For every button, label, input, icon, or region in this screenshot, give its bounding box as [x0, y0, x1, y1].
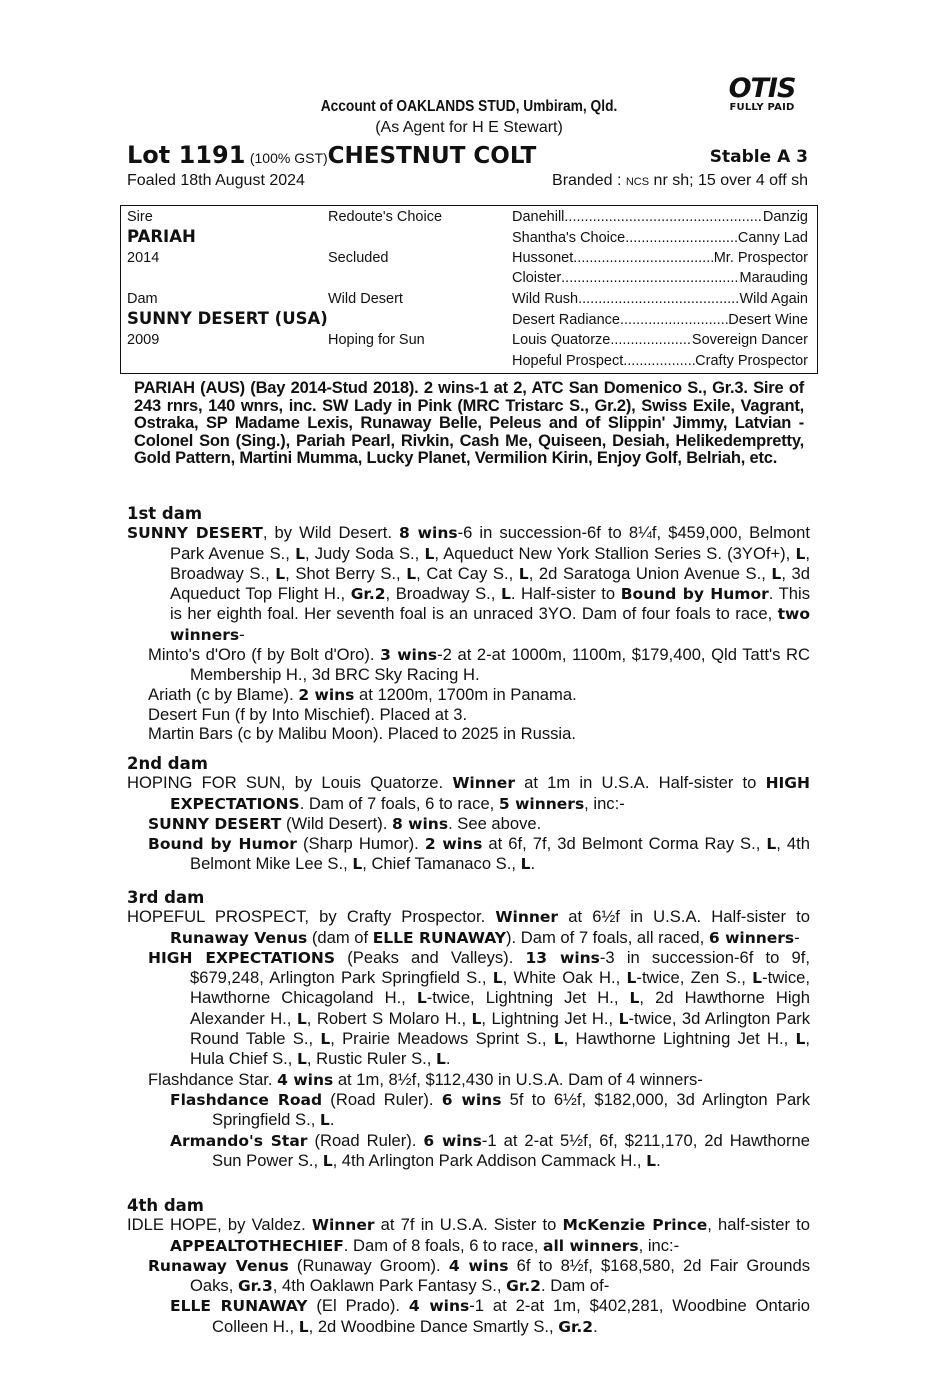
sire-year: 2014 — [127, 250, 160, 266]
text: at 1m, 8½f, $112,430 in U.S.A. Dam of 4 winners- — [333, 1069, 703, 1089]
bold-text: 6 winners — [708, 928, 795, 947]
text: , Prairie Meadows Sprint S., — [330, 1029, 554, 1049]
text: , by Wild Desert. — [262, 523, 400, 543]
bold-text: 2 wins — [424, 835, 483, 854]
bold-text: McKenzie Prince — [562, 1216, 708, 1235]
bold-text: Bound by Humor — [148, 835, 297, 854]
bold-text: 6 wins — [441, 1090, 502, 1109]
sire-name: PARIAH — [127, 227, 196, 246]
text: , White Oak H., — [502, 968, 627, 988]
foaled-date: Foaled 18th August 2024 — [127, 172, 305, 189]
bold-text: 4 wins — [277, 1070, 334, 1089]
bold-text: L — [500, 585, 511, 604]
first-dam-section — [127, 504, 810, 744]
text: at 7f in U.S.A. Sister to — [374, 1215, 563, 1235]
bold-text: L — [296, 1050, 307, 1069]
bold-text: APPEALTOTHECHIEF — [170, 1236, 344, 1255]
bold-text: L — [319, 1111, 330, 1130]
text: , 4th Arlington Park Addison Cammack H., — [332, 1150, 647, 1170]
branded-prefix: Branded : — [552, 172, 626, 189]
text: , Aqueduct New York Stallion Series S. (3YOf+), — [434, 543, 796, 563]
bold-text: Flashdance Road — [170, 1090, 323, 1109]
text: , Lightning Jet H., — [481, 1008, 619, 1028]
text: , Chief Tamanaco S., — [362, 854, 521, 874]
leader-dots — [561, 268, 739, 289]
text: (Wild Desert). — [281, 813, 392, 833]
bold-text: Winner — [495, 908, 559, 927]
bold-text: L — [298, 1317, 309, 1336]
grandparent-row — [512, 330, 808, 351]
text: , 4th Belmont Mike Lee S., — [190, 834, 811, 874]
bold-text: L — [406, 564, 417, 583]
bold-text: L — [295, 544, 305, 563]
text: -3 in succession-6f to 9f, $679,248, Arlington Park Springfield S., — [190, 947, 810, 988]
text: Desert Fun (f by Into Mischief). Placed at 3. — [148, 704, 468, 724]
grandparent-row — [512, 351, 808, 372]
sire-sire: Redoute's Choice — [328, 209, 443, 225]
bold-text: 5 winners — [498, 794, 585, 813]
bold-text: 4 wins — [448, 1256, 509, 1275]
text: -2 at 2-at 1000m, 1100m, $179,400, Qld Tatt's RC Membership H., 3d BRC Sky Racing H. — [190, 645, 811, 685]
fourth-dam-section — [127, 1196, 810, 1337]
text: (Peaks and Valleys). — [335, 947, 526, 967]
brand-mark: NCS — [625, 176, 650, 188]
grandparent-left: Cloister — [512, 270, 562, 286]
bold-text: Runaway Venus — [170, 928, 308, 947]
text: - — [239, 624, 245, 644]
bold-text: L — [275, 564, 286, 583]
text: IDLE HOPE, by Valdez. — [127, 1215, 312, 1235]
bold-text: 2 wins — [298, 685, 355, 704]
text: , 2d Saratoga Union Avenue S., — [528, 563, 772, 583]
bold-text: L — [766, 835, 777, 854]
text: . This is her eighth foal. Her seventh foal is an unraced 3YO. Dam of four foals to race, — [170, 584, 810, 624]
bold-text: L — [435, 1050, 446, 1069]
dam-entry — [127, 1215, 810, 1256]
second-dam-section — [127, 754, 810, 875]
text: . — [656, 1150, 661, 1170]
leader-dots — [573, 248, 713, 269]
dam-entry — [127, 773, 810, 814]
produce-entry — [127, 1070, 810, 1090]
produce-entry — [127, 834, 810, 875]
dam-entry — [127, 907, 810, 948]
text: , Broadway S., — [170, 543, 810, 583]
bold-text: 8 wins — [399, 524, 458, 543]
text: , 2d Hawthorne High Alexander H., — [190, 988, 810, 1028]
bold-text: L — [771, 564, 782, 583]
bold-text: 13 wins — [525, 948, 600, 967]
produce-entry — [127, 948, 810, 1070]
text: (dam of — [307, 927, 373, 947]
brand-description — [552, 172, 808, 190]
dam-sire: Wild Desert — [328, 291, 403, 307]
text: , Cat Cay S., — [416, 563, 519, 583]
bold-text: Armando's Star — [170, 1131, 308, 1150]
text: (Sharp Humor). — [296, 834, 425, 854]
grandparent-right: Canny Lad — [737, 230, 808, 246]
lot-number: Lot 1191 — [127, 141, 246, 169]
produce-entry — [127, 814, 810, 834]
text: ). Dam of 7 foals, all raced, — [505, 927, 709, 947]
bold-text: all winners — [543, 1236, 639, 1255]
bold-text: 4 wins — [408, 1297, 470, 1316]
text: . — [530, 854, 536, 874]
fully-paid-label: FULLY PAID — [729, 102, 795, 113]
text: . — [445, 1049, 451, 1069]
grandparent-left: Louis Quatorze — [512, 332, 611, 348]
bold-text: HIGH EXPECTATIONS — [148, 948, 336, 967]
grandparent-left: Shantha's Choice — [512, 230, 626, 246]
grandparent-right: Crafty Prospector — [695, 353, 808, 369]
text: 5f to 6½f, $182,000, 3d Arlington Park Springfield S., — [212, 1089, 810, 1130]
grandparent-right: Danzig — [762, 209, 808, 225]
text: , Hula Chief S., — [190, 1029, 810, 1069]
bold-text: two winners — [170, 605, 810, 644]
text: . See above. — [448, 813, 542, 833]
section-heading: 4th dam — [127, 1196, 204, 1215]
text: (Runaway Groom). — [288, 1255, 449, 1275]
bold-text: SUNNY DESERT — [148, 814, 282, 833]
text: (Road Ruler). — [307, 1130, 424, 1150]
vendor-account: Account of OAKLANDS STUD, Umbiram, Qld. — [320, 98, 618, 115]
leader-dots — [564, 207, 762, 228]
text: . — [593, 1316, 598, 1336]
text: . Dam of 8 foals, 6 to race, — [343, 1235, 544, 1255]
bold-text: L — [320, 1030, 331, 1049]
gst-note: (100% GST) — [249, 150, 328, 166]
grandparent-left: Desert Radiance — [512, 312, 620, 328]
grandparent-right: Desert Wine — [728, 312, 808, 328]
grandparent-row — [512, 228, 808, 249]
grandparent-right: Marauding — [739, 270, 808, 286]
bold-text: L — [520, 855, 531, 874]
produce-entry — [127, 1256, 810, 1297]
bold-text: L — [518, 564, 529, 583]
bold-text: 6 wins — [423, 1131, 482, 1150]
text: Ariath (c by Blame). — [148, 684, 299, 704]
text: , 2d Woodbine Dance Smartly S., — [308, 1316, 559, 1336]
produce-entry — [127, 1296, 810, 1337]
text: , inc:- — [584, 793, 625, 813]
lot-description: CHESTNUT COLT — [327, 143, 537, 169]
bold-text: 3 wins — [380, 646, 438, 665]
grandparent-right: Wild Again — [739, 291, 808, 307]
text: . Dam of 7 foals, 6 to race, — [299, 793, 499, 813]
grandparent-right: Mr. Prospector — [713, 250, 808, 266]
bold-text: L — [471, 1009, 482, 1028]
text: -twice, Zen S., — [636, 968, 753, 988]
text: , Rustic Ruler S., — [306, 1049, 436, 1069]
text: -1 at 2-at 5½f, 6f, $211,170, 2d Hawthorne Sun Power S., — [212, 1130, 810, 1170]
text: (Road Ruler). — [322, 1089, 442, 1109]
bold-text: Gr.2 — [558, 1317, 594, 1336]
leader-dots — [620, 310, 728, 331]
text: , inc:- — [638, 1235, 680, 1255]
text: . — [329, 1110, 335, 1130]
bold-text: ELLE RUNAWAY — [372, 928, 506, 947]
bold-text: ELLE RUNAWAY — [170, 1297, 308, 1316]
produce-entry — [127, 724, 810, 743]
text: HOPEFUL PROSPECT, by Crafty Prospector. — [127, 907, 496, 927]
bold-text: Gr.3 — [237, 1277, 273, 1296]
text: 6f to 8½f, $168,580, 2d Fair Grounds Oaks, — [190, 1255, 810, 1296]
dam-label: Dam — [127, 291, 158, 307]
text: HOPING FOR SUN, by Louis Quatorze. — [127, 773, 453, 793]
section-heading: 1st dam — [127, 504, 203, 523]
text: -1 at 2-at 1m, $402,281, Woodbine Ontario Colleen H., — [212, 1296, 810, 1336]
text: , Broadway S., — [385, 584, 501, 604]
produce-entry — [127, 1131, 810, 1172]
stable-location: Stable A 3 — [709, 147, 808, 167]
text: , Robert S Molaro H., — [306, 1008, 472, 1028]
text: (El Prado). — [307, 1296, 409, 1316]
text: - — [794, 927, 800, 947]
grandparent-left: Danehill — [512, 209, 565, 225]
bold-text: Runaway Venus — [148, 1256, 289, 1275]
text: Martin Bars (c by Malibu Moon). Placed to 2025 in Russia. — [148, 724, 576, 744]
grandparent-row — [512, 289, 808, 310]
produce-entry — [127, 1090, 810, 1131]
dam-entry — [127, 523, 810, 645]
bold-text: L — [416, 989, 427, 1008]
bold-text: Gr.2 — [506, 1277, 541, 1296]
section-heading: 2nd dam — [127, 754, 208, 773]
bold-text: L — [296, 1009, 307, 1028]
bold-text: L — [646, 1151, 657, 1170]
bold-text: HIGH EXPECTATIONS — [170, 774, 810, 813]
text: , 4th Oaklawn Park Fantasy S., — [272, 1276, 507, 1296]
text: . Dam of- — [540, 1276, 610, 1296]
text: at 6f, 7f, 3d Belmont Corma Ray S., — [482, 834, 767, 854]
dam-year: 2009 — [127, 332, 160, 348]
sire-summary: PARIAH (AUS) (Bay 2014-Stud 2018). 2 wins-1 at 2, ATC San Domenico S., Gr.3. Sire of 243 rnrs, 140 wnrs, inc. SW Lady in Pink (MRC Tristarc S., Gr.2), Swiss Exile, Vagrant, Ostraka, SP Madame Lexis, Runaway Belle, Peleus and of Slippin' Jimmy, Latvian - Colonel Son (Sing.), Pariah Pearl, Rivkin, Cash Me, Quiseen, Desiah, Helikedempretty, Gold Pattern, Martini Mumma, Lucky Planet, Vermilion Kirin, Enjoy Golf, Belriah, etc. — [134, 379, 804, 468]
produce-entry — [127, 685, 810, 705]
text: -twice, Hawthorne Chicagoland H., — [190, 968, 811, 1008]
leader-dots — [578, 289, 739, 310]
text: , half-sister to — [707, 1215, 810, 1235]
text: , 3d Aqueduct Top Flight H., — [170, 563, 810, 604]
bold-text: L — [795, 544, 806, 563]
grandparent-row — [512, 248, 808, 269]
text: -6 in succession-6f to 8¼f, $459,000, Belmont Park Avenue S., — [170, 523, 811, 563]
grandparent-left: Wild Rush — [512, 291, 579, 307]
bold-text: L — [629, 989, 640, 1008]
text: , Hawthorne Lightning Jet H., — [563, 1029, 796, 1049]
grandparent-left: Hopeful Prospect — [512, 353, 624, 369]
sire-label: Sire — [127, 209, 153, 225]
bold-text: L — [752, 969, 763, 988]
grandparent-right: Sovereign Dancer — [691, 332, 808, 348]
text: Minto's d'Oro (f by Bolt d'Oro). — [148, 645, 381, 665]
bold-text: L — [618, 1009, 629, 1028]
text: -twice, 3d Arlington Park Round Table S., — [190, 1008, 811, 1049]
text: , Judy Soda S., — [304, 543, 425, 563]
branded-suffix: nr sh; 15 over 4 off sh — [649, 172, 808, 189]
bold-text: L — [424, 544, 435, 563]
produce-entry — [127, 645, 810, 685]
bold-text: 8 wins — [391, 814, 449, 833]
otis-logo-mark: OTIS — [728, 73, 796, 104]
bold-text: L — [492, 969, 503, 988]
third-dam-section — [127, 888, 810, 1171]
grandparent-row — [512, 310, 808, 331]
leader-dots — [625, 228, 738, 249]
produce-entry — [127, 705, 810, 724]
bold-text: L — [352, 855, 363, 874]
section-heading: 3rd dam — [127, 888, 205, 907]
text: at 6½f in U.S.A. Half-sister to — [558, 907, 810, 927]
dam-dam: Hoping for Sun — [328, 332, 425, 348]
bold-text: L — [626, 969, 637, 988]
text: . Half-sister to — [510, 584, 621, 604]
vendor-agent: (As Agent for H E Stewart) — [375, 119, 563, 136]
grandparent-left: Hussonet — [512, 250, 574, 266]
bold-text: Winner — [311, 1216, 375, 1235]
text: -twice, Lightning Jet H., — [426, 988, 630, 1008]
grandparent-row — [512, 207, 808, 228]
lot-line — [127, 141, 810, 169]
text: at 1200m, 1700m in Panama. — [354, 684, 577, 704]
text: at 1m in U.S.A. Half-sister to — [514, 773, 766, 793]
grandparent-row — [512, 268, 808, 289]
bold-text: Gr.2 — [350, 585, 386, 604]
bold-text: L — [322, 1151, 333, 1170]
pedigree-box — [120, 205, 818, 374]
bold-text: Winner — [452, 774, 515, 793]
bold-text: SUNNY DESERT — [127, 524, 263, 543]
text: , Shot Berry S., — [285, 563, 407, 583]
leader-dots — [610, 330, 692, 351]
text: Flashdance Star. — [148, 1069, 278, 1089]
leader-dots — [623, 351, 695, 372]
sire-dam: Secluded — [328, 250, 389, 266]
dam-name: SUNNY DESERT (USA) — [127, 309, 328, 328]
bold-text: L — [795, 1030, 806, 1049]
bold-text: Bound by Humor — [620, 585, 769, 604]
bold-text: L — [553, 1030, 564, 1049]
